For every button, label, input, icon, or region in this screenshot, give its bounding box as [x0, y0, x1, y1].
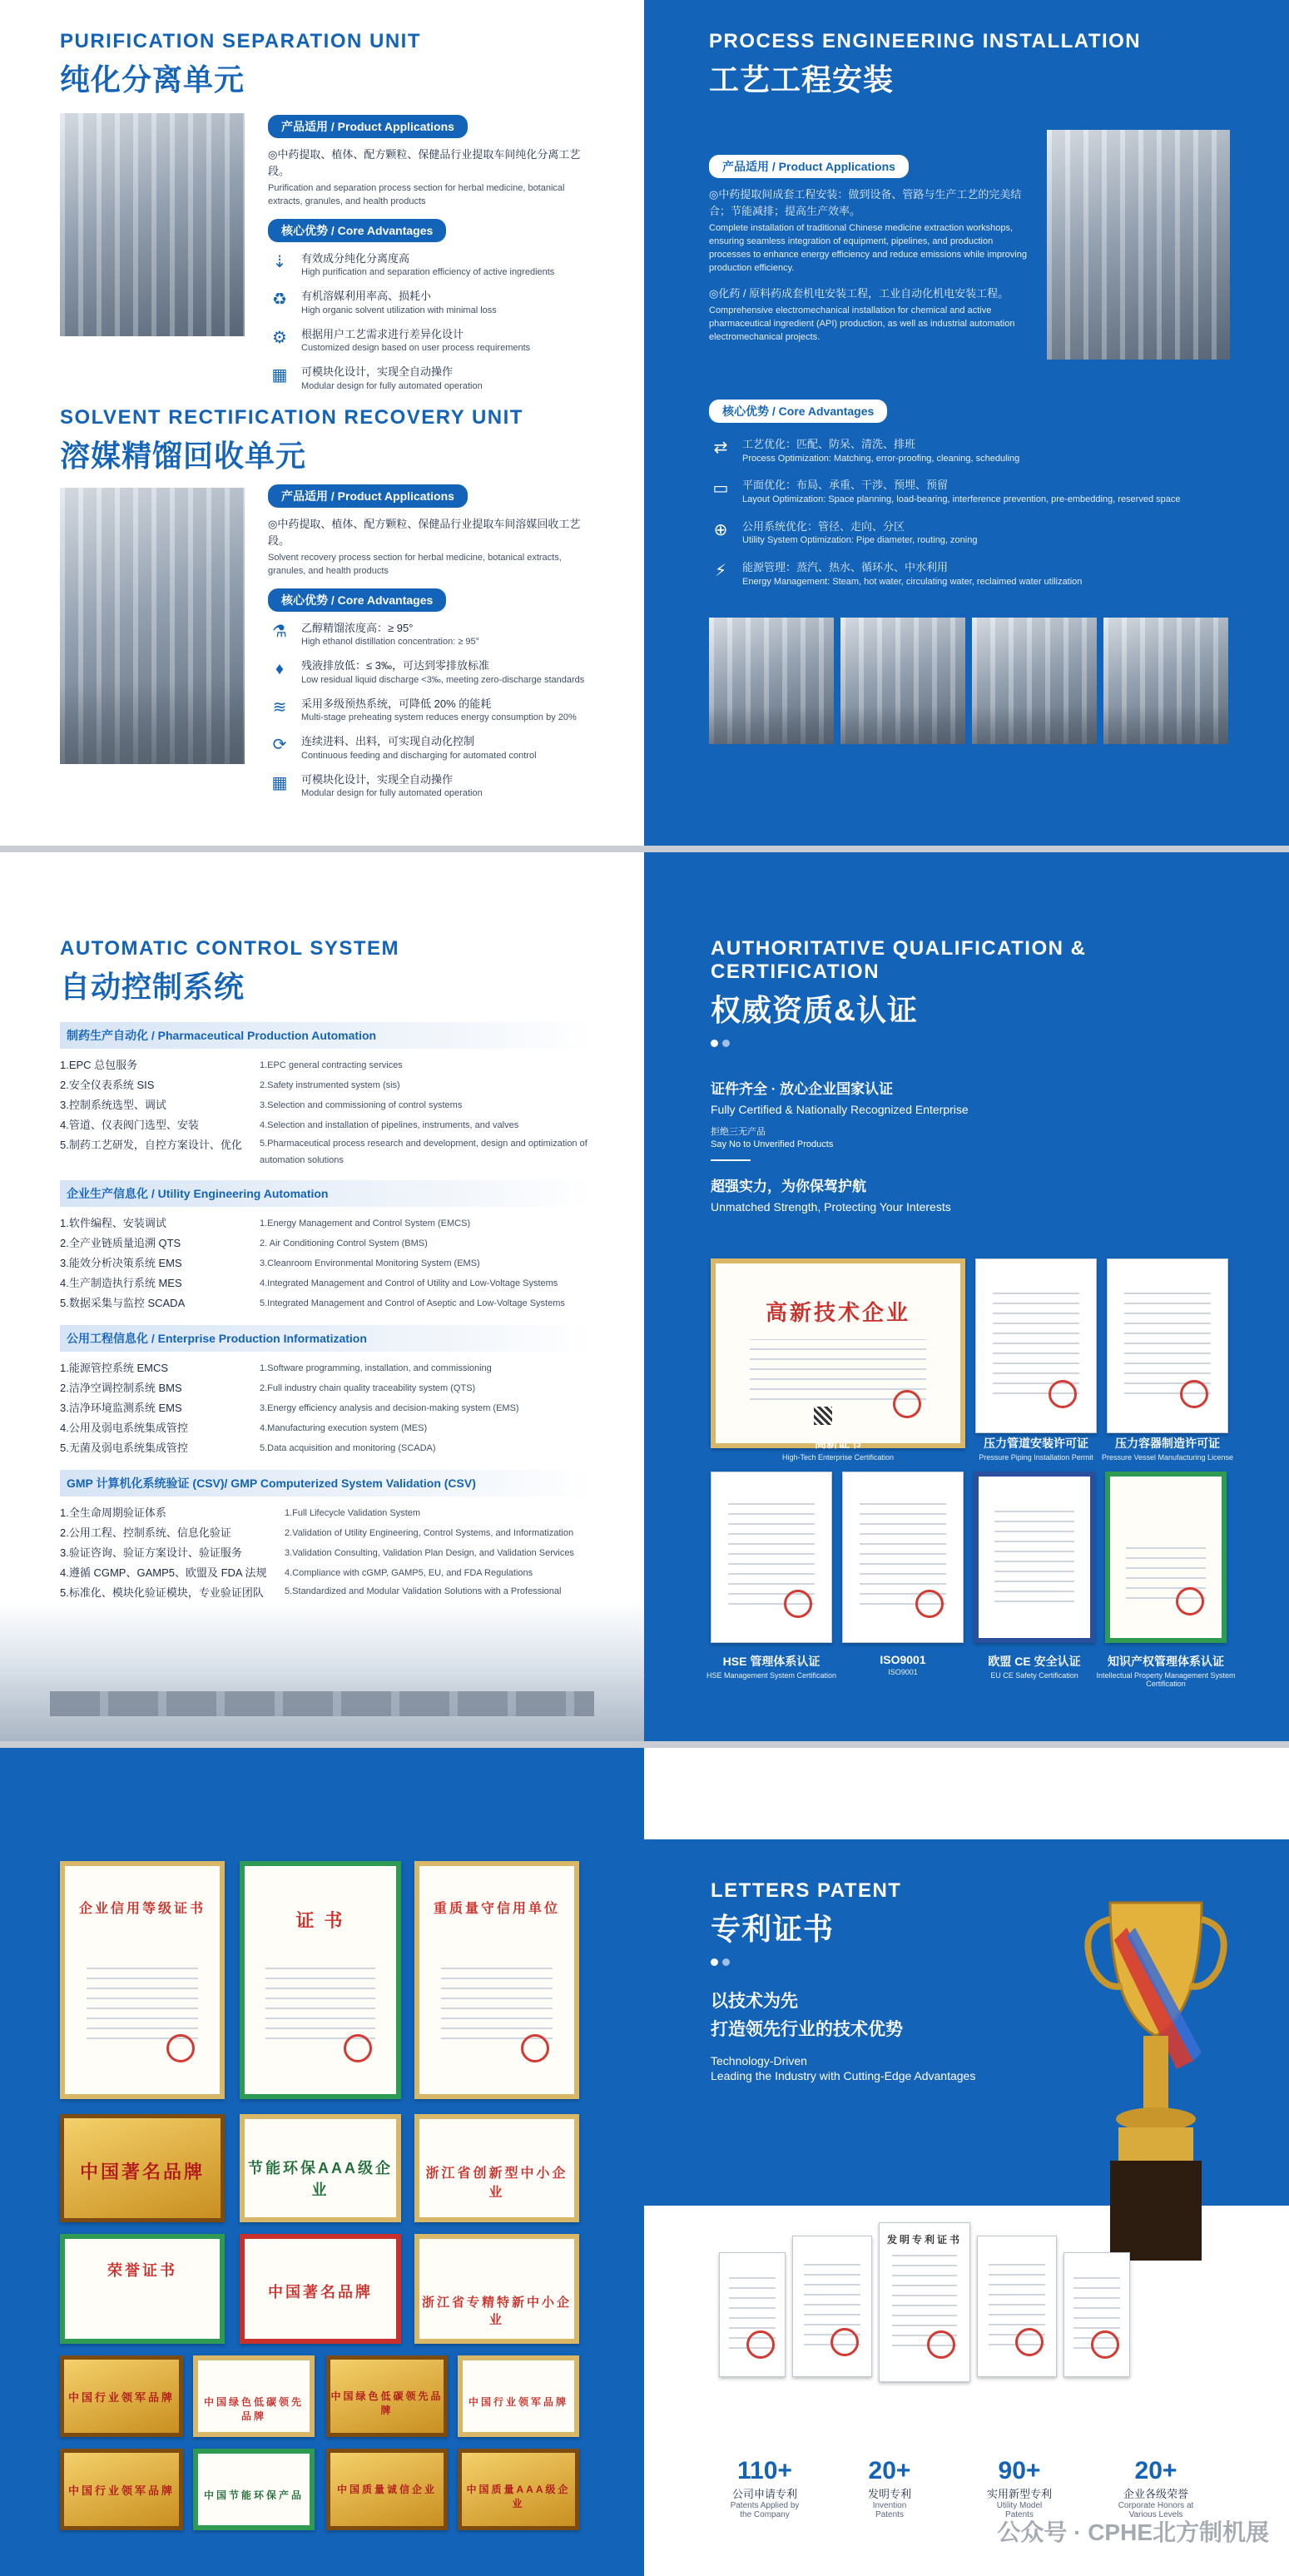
- divider: [711, 1159, 751, 1161]
- control-section-4: [60, 1470, 592, 1616]
- solvent-adv-2-zh: 残液排放低：≤ 3‰，可达到零排放标准: [301, 659, 489, 673]
- patent-slogan-en-1: Technology-Driven: [711, 2054, 807, 2067]
- process-apps-pill: 产品适用 / Product Applications: [709, 155, 909, 178]
- honor-r5-3-title: 中国质量诚信企业: [336, 2484, 437, 2496]
- stat-corporate-honors: [1093, 2457, 1218, 2519]
- honor-r3-2-title: 中国著名品牌: [268, 2284, 373, 2301]
- control-s3-en-2: 2.Full industry chain quality traceability system (QTS): [260, 1383, 476, 1393]
- honor-cert-r4-4: [458, 2355, 579, 2437]
- qualification-slogan1-zh2: 拒绝三无产品: [711, 1127, 766, 1137]
- control-s2-zh-1: 1.软件编程、安装调试: [60, 1217, 166, 1229]
- control-s2-en-3: 3.Cleanroom Environmental Monitoring System (EMS): [260, 1258, 480, 1268]
- honor-cert-r4-2: [193, 2355, 315, 2437]
- honor-plaque-r4-1: [60, 2355, 183, 2437]
- stat-patents-applied: [702, 2457, 827, 2519]
- control-s1-zh-1: 1.EPC 总包服务: [60, 1059, 138, 1071]
- control-s2-zh-4: 4.生产制造执行系统 MES: [60, 1277, 182, 1289]
- gear-icon: ⚙: [272, 328, 287, 347]
- honor-r2-2-title: 节能环保AAA级企业: [248, 2159, 393, 2198]
- honor-r3-3-title: 浙江省专精特新中小企业: [421, 2295, 572, 2327]
- honor-r4-3-title: 中国绿色低碳领先品牌: [330, 2390, 444, 2417]
- control-s4-en-5: 5.Standardized and Modular Validation Solutions with a Professional: [285, 1586, 562, 1596]
- process-piping-photo: [1047, 130, 1230, 360]
- ip-management-certificate: [1105, 1472, 1227, 1643]
- control-s1-en-2: 2.Safety instrumented system (sis): [260, 1080, 400, 1090]
- qualification-slogan1-zh: 证件齐全 · 放心企业国家认证: [711, 1081, 894, 1097]
- honor-plaque-r4-3: [326, 2355, 448, 2437]
- control-section-1-head: 制药生产自动化 / Pharmaceutical Production Automation: [60, 1022, 592, 1049]
- process-adv-3-zh: 公用系统优化：管径、走向、分区: [742, 519, 905, 533]
- control-s4-en-4: 4.Compliance with cGMP, GAMP5, EU, and FDA Regulations: [285, 1568, 533, 1578]
- honor-r2-1-title: 中国著名品牌: [79, 2162, 205, 2182]
- process-app2-en: Comprehensive electromechanical installation for chemical and active pharmaceutical ingredient (API) production, as well as industrial automation electromechanical projects.: [709, 305, 1015, 343]
- solvent-adv-3-zh: 采用多级预热系统，可降低 20% 的能耗: [301, 697, 492, 710]
- stat-invention-patents: [835, 2457, 944, 2519]
- patent-doc-title: 发明专利证书: [886, 2234, 962, 2246]
- control-s2-zh-5: 5.数据采集与监控 SCADA: [60, 1297, 186, 1309]
- control-s4-zh-3: 3.验证咨询、验证方案设计、验证服务: [60, 1546, 242, 1559]
- patent-doc-2: [792, 2236, 872, 2377]
- honor-r1-1-title: 企业信用等级证书: [78, 1902, 206, 1917]
- honor-cert-r3-1: [60, 2234, 225, 2344]
- stat-4-num: 20+: [1134, 2457, 1177, 2484]
- process-app1-zh: ◎中药提取间成套工程安装：做到设备、管路与生产工艺的完美结合；节能减排；提高生产效率。: [709, 188, 1022, 217]
- solvent-app-zh: ◎中药提取、植体、配方颗粒、保健品行业提取车间溶媒回收工艺段。: [268, 518, 581, 547]
- purification-panel: [0, 0, 644, 846]
- recycle-icon: ♻: [272, 290, 287, 310]
- cert-caption-vessel-zh: 压力容器制造许可证: [1115, 1437, 1220, 1450]
- control-s3-zh-2: 2.洁净空调控制系统 BMS: [60, 1382, 182, 1394]
- control-s4-zh-2: 2.公用工程、控制系统、信息化验证: [60, 1526, 231, 1539]
- honor-cert-r1-2: [240, 1861, 401, 2099]
- honor-r4-1-title: 中国行业领军品牌: [67, 2391, 175, 2405]
- cert-caption-ip-en: Intellectual Property Management System Certification: [1096, 1671, 1236, 1688]
- route-icon: ⇄: [713, 439, 728, 457]
- control-zh-title: 自动控制系统: [60, 970, 245, 1004]
- purification-en-title: PURIFICATION SEPARATION UNIT: [60, 30, 421, 52]
- solvent-adv-pill: 核心优势 / Core Advantages: [268, 588, 446, 612]
- purification-adv-4-en: Modular design for fully automated operation: [301, 380, 483, 391]
- stat-1-zh: 公司申请专利: [731, 2488, 797, 2500]
- stat-1-en-2: the Company: [740, 2510, 790, 2519]
- purification-adv-1-en: High purification and separation efficiency of active ingredients: [301, 267, 555, 278]
- patent-doc-3: [879, 2222, 970, 2382]
- control-s3-en-3: 3.Energy efficiency analysis and decision-making system (EMS): [260, 1403, 519, 1413]
- pressure-piping-permit: [975, 1258, 1097, 1433]
- process-adv-4-en: Energy Management: Steam, hot water, circulating water, reclaimed water utilization: [742, 576, 1083, 587]
- control-section-4-head: GMP 计算机化系统验证 (CSV)/ GMP Computerized System Validation (CSV): [60, 1470, 592, 1496]
- control-s1-zh-2: 2.安全仪表系统 SIS: [60, 1079, 155, 1091]
- honor-cert-r2-3: [414, 2114, 579, 2222]
- control-s4-en-1: 1.Full Lifecycle Validation System: [285, 1508, 421, 1518]
- honor-cert-r3-3: [414, 2234, 579, 2344]
- patent-panel: [644, 1748, 1289, 2576]
- cert-caption-hightech-en: High-Tech Enterprise Certification: [781, 1453, 895, 1462]
- control-s3-zh-5: 5.无菌及弱电系统集成管控: [60, 1442, 188, 1454]
- control-s2-en-5: 5.Integrated Management and Control of Aseptic and Low-Voltage Systems: [260, 1298, 565, 1308]
- cert-caption-hightech-zh: 高新证书: [815, 1437, 861, 1450]
- stat-2-zh: 发明专利: [867, 2488, 911, 2500]
- solvent-adv-4-en: Continuous feeding and discharging for automated control: [301, 750, 537, 761]
- qualification-zh-title: 权威资质&认证: [711, 993, 918, 1027]
- solvent-apps-pill: 产品适用 / Product Applications: [268, 484, 468, 508]
- control-s1-zh-4: 4.管道、仪表阀门选型、安装: [60, 1119, 199, 1131]
- honor-r5-1-title: 中国行业领军品牌: [67, 2484, 175, 2498]
- workshop-photo-4: [1103, 618, 1228, 744]
- solvent-adv-2-en: Low residual liquid discharge <3‰, meeting zero-discharge standards: [301, 674, 585, 685]
- solvent-adv-5-en: Modular design for fully automated operation: [301, 788, 483, 799]
- process-adv-4-zh: 能源管理：蒸汽、热水、循环水、中水利用: [742, 561, 949, 574]
- qualification-en-title-2: CERTIFICATION: [711, 960, 880, 983]
- control-room-photo: [0, 1601, 644, 1741]
- solvent-equipment-photo: [60, 488, 245, 764]
- control-s4-zh-4: 4.遵循 CGMP、GAMP5、欧盟及 FDA 法规: [60, 1566, 267, 1579]
- hightech-cert-title: 高新技术企业: [765, 1299, 910, 1325]
- stat-utility-patents: [957, 2457, 1082, 2519]
- layout-icon: ▭: [712, 479, 729, 499]
- honor-r5-2-title: 中国节能环保产品: [203, 2489, 304, 2502]
- pipe-icon: ⊕: [713, 520, 728, 539]
- qualification-slogan2-zh: 超强实力，为你保驾护航: [711, 1179, 866, 1194]
- control-s3-zh-1: 1.能源管控系统 EMCS: [60, 1362, 169, 1374]
- honor-cert-r1-3: [414, 1861, 579, 2099]
- process-panel: [644, 0, 1289, 846]
- cert-caption-ce-zh: 欧盟 CE 安全认证: [988, 1655, 1081, 1668]
- stat-4-zh: 企业各级荣誉: [1123, 2488, 1188, 2500]
- cert-caption-iso-en: ISO9001: [888, 1668, 918, 1676]
- patent-doc-4: [977, 2236, 1057, 2377]
- watermark: 公众号 · CPHE北方制机展: [997, 2519, 1269, 2545]
- purification-adv-2-en: High organic solvent utilization with minimal loss: [301, 305, 497, 315]
- process-adv-3-en: Utility System Optimization: Pipe diameter, routing, zoning: [742, 535, 978, 546]
- stat-3-en-2: Patents: [1005, 2510, 1034, 2519]
- qualification-slogan1-en: Fully Certified & Nationally Recognized Enterprise: [711, 1103, 969, 1116]
- iso9001-certificate: [842, 1472, 964, 1643]
- control-s1-en-1: 1.EPC general contracting services: [260, 1060, 403, 1070]
- process-adv-1-zh: 工艺优化：匹配、防呆、清洗、排班: [742, 438, 916, 450]
- cert-caption-piping-zh: 压力管道安装许可证: [984, 1437, 1088, 1450]
- control-s2-zh-3: 3.能效分析决策系统 EMS: [60, 1257, 182, 1269]
- patent-zh-title: 专利证书: [711, 1912, 835, 1946]
- hse-certificate: [711, 1472, 832, 1643]
- stat-2-num: 20+: [868, 2457, 911, 2484]
- solvent-adv-1-zh: 乙醇精馏浓度高：≥ 95°: [301, 621, 414, 634]
- process-adv-1-en: Process Optimization: Matching, error-proofing, cleaning, scheduling: [742, 453, 1020, 464]
- control-s4-zh-1: 1.全生命周期验证体系: [60, 1506, 166, 1519]
- honor-cert-r3-2: [240, 2234, 401, 2344]
- control-s3-zh-3: 3.洁净环境监测系统 EMS: [60, 1402, 182, 1414]
- honor-plaque-r2-1: [60, 2114, 225, 2222]
- stat-3-num: 90+: [998, 2457, 1041, 2484]
- control-s3-zh-4: 4.公用及弱电系统集成管控: [60, 1422, 188, 1434]
- control-s2-en-2: 2. Air Conditioning Control System (BMS): [260, 1238, 428, 1248]
- solvent-adv-1-en: High ethanol distillation concentration: ≥ 95°: [301, 637, 480, 648]
- stat-3-en-1: Utility Model: [996, 2501, 1043, 2510]
- workshop-photo-3: [972, 618, 1097, 744]
- honor-cert-r1-1: [60, 1861, 225, 2099]
- cert-caption-ce-en: EU CE Safety Certification: [990, 1671, 1078, 1680]
- honor-r2-3-title: 浙江省创新型中小企业: [425, 2166, 568, 2200]
- solvent-adv-3-en: Multi-stage preheating system reduces energy consumption by 20%: [301, 712, 577, 723]
- purification-app-en: Purification and separation process section for herbal medicine, botanical extracts, granules, and health products: [268, 183, 565, 206]
- solvent-adv-4-zh: 连续进料、出料，可实现自动化控制: [301, 735, 475, 748]
- honor-cert-r5-2: [193, 2449, 315, 2530]
- patent-slogan-en-2: Leading the Industry with Cutting-Edge Advantages: [711, 2069, 976, 2082]
- control-s3-en-1: 1.Software programming, installation, and commissioning: [260, 1363, 492, 1373]
- cert-caption-vessel-en: Pressure Vessel Manufacturing License: [1101, 1453, 1234, 1462]
- decor-dots: [711, 1040, 1086, 1047]
- purification-app-zh: ◎中药提取、植体、配方颗粒、保健品行业提取车间纯化分离工艺段。: [268, 148, 581, 177]
- honor-r1-2-title: 证 书: [295, 1910, 345, 1932]
- stat-4-en-1: Corporate Honors at: [1118, 2501, 1194, 2510]
- honor-plaque-r5-3: [326, 2449, 448, 2530]
- qualification-slogan1-en2: Say No to Unverified Products: [711, 1139, 834, 1149]
- patent-doc-1: [719, 2252, 786, 2377]
- stat-3-zh: 实用新型专利: [986, 2488, 1052, 2500]
- purification-adv-1-zh: 有效成分纯化分离度高: [301, 251, 410, 265]
- energy-icon: ⚡: [714, 562, 727, 581]
- heat-icon: ≋: [272, 697, 287, 717]
- process-app1-en: Complete installation of traditional Chinese medicine extraction workshops, ensuring seamless integration of equipment, pipelines, and production processes to enhance energy efficiency and reduce emissions while improving production efficiency.: [709, 223, 1027, 273]
- patent-doc-5: [1063, 2252, 1130, 2377]
- solvent-app-en: Solvent recovery process section for herbal medicine, botanical extracts, granules, and health products: [268, 553, 562, 576]
- filter-icon: ⇣: [272, 252, 287, 271]
- control-s4-zh-5: 5.标准化、模块化验证模块，专业验证团队: [60, 1586, 264, 1599]
- control-panel: [0, 852, 644, 1741]
- qualification-en-title-1: AUTHORITATIVE QUALIFICATION &: [711, 937, 1087, 960]
- purification-adv-3-zh: 根据用户工艺需求进行差异化设计: [301, 327, 464, 340]
- ce-certificate: [974, 1472, 1095, 1643]
- control-s3-en-5: 5.Data acquisition and monitoring (SCADA): [260, 1443, 436, 1453]
- patent-decor-dots: [711, 1958, 975, 1966]
- patent-en-title: LETTERS PATENT: [711, 1879, 902, 1902]
- honor-r4-2-title: 中国绿色低碳领先品牌: [203, 2396, 304, 2423]
- process-en-title: PROCESS ENGINEERING INSTALLATION: [709, 30, 1142, 52]
- cert-caption-hse-en: HSE Management System Certification: [706, 1671, 837, 1680]
- honor-r4-4-title: 中国行业领军品牌: [468, 2396, 568, 2409]
- control-section-3-head: 公用工程信息化 / Enterprise Production Informatization: [60, 1325, 592, 1352]
- control-s2-zh-2: 2.全产业链质量追溯 QTS: [60, 1237, 181, 1249]
- honor-r3-1-title: 荣誉证书: [107, 2262, 177, 2279]
- purification-adv-pill: 核心优势 / Core Advantages: [268, 219, 446, 242]
- solvent-zh-title: 溶媒精馏回收单元: [60, 439, 307, 473]
- cert-caption-hse-zh: HSE 管理体系认证: [722, 1655, 820, 1668]
- drop-icon: ♦: [275, 660, 285, 679]
- pressure-vessel-license: [1107, 1258, 1228, 1433]
- solvent-en-title: SOLVENT RECTIFICATION RECOVERY UNIT: [60, 406, 523, 429]
- process-app2-zh: ◎化药 / 原料药成套机电安装工程，工业自动化机电安装工程。: [709, 286, 1009, 300]
- control-s4-en-3: 3.Validation Consulting, Validation Plan Design, and Validation Services: [285, 1548, 574, 1558]
- stat-4-en-2: Various Levels: [1128, 2510, 1183, 2519]
- modules-icon: ▦: [271, 366, 288, 385]
- control-s1-zh-3: 3.控制系统选型、调试: [60, 1099, 166, 1111]
- control-section-2: [60, 1180, 592, 1313]
- control-s1-zh-5: 5.制药工艺研发，自控方案设计、优化: [60, 1139, 242, 1151]
- process-adv-pill: 核心优势 / Core Advantages: [709, 400, 887, 423]
- patent-slogan-zh-2: 打造领先行业的技术优势: [711, 2020, 903, 2039]
- qualification-slogan2-en: Unmatched Strength, Protecting Your Interests: [711, 1200, 951, 1214]
- process-adv-2-en: Layout Optimization: Space planning, load-bearing, interference prevention, pre-embedding, reserved space: [742, 494, 1181, 504]
- trophy-icon: [1077, 1894, 1235, 2277]
- honors-panel: [0, 1748, 644, 2576]
- workshop-photo-2: [840, 618, 965, 744]
- patent-slogan-zh-1: 以技术为先: [711, 1992, 798, 2011]
- honor-r1-3-title: 重质量守信用单位: [433, 1902, 560, 1917]
- stat-1-num: 110+: [737, 2457, 792, 2484]
- control-s2-en-1: 1.Energy Management and Control System (EMCS): [260, 1219, 471, 1228]
- cert-caption-ip-zh: 知识产权管理体系认证: [1108, 1655, 1224, 1668]
- control-s3-en-4: 4.Manufacturing execution system (MES): [260, 1423, 428, 1433]
- control-section-2-head: 企业生产信息化 / Utility Engineering Automation: [60, 1180, 592, 1207]
- honor-plaque-r5-1: [60, 2449, 183, 2530]
- purification-apps-pill: 产品适用 / Product Applications: [268, 115, 468, 138]
- purification-zh-title: 纯化分离单元: [60, 62, 245, 97]
- honor-r5-4-title: 中国质量AAA级企业: [466, 2484, 571, 2510]
- control-section-1: [60, 1022, 592, 1169]
- honor-cert-r2-2: [240, 2114, 401, 2222]
- purification-adv-3-en: Customized design based on user process requirements: [301, 343, 531, 354]
- honor-plaque-r5-4: [458, 2449, 579, 2530]
- control-s4-en-2: 2.Validation of Utility Engineering, Control Systems, and Informatization: [285, 1528, 574, 1538]
- stat-1-en-1: Patents Applied by: [730, 2501, 800, 2510]
- solvent-adv-5-zh: 可模块化设计，实现全自动操作: [301, 772, 454, 786]
- control-s2-en-4: 4.Integrated Management and Control of Utility and Low-Voltage Systems: [260, 1278, 558, 1288]
- stat-2-en-2: Patents: [875, 2510, 904, 2519]
- process-zh-title: 工艺工程安装: [709, 62, 895, 97]
- control-s1-en-3: 3.Selection and commissioning of control systems: [260, 1100, 463, 1110]
- workshop-photo-1: [709, 618, 834, 744]
- stat-2-en-1: Invention: [872, 2501, 907, 2510]
- modules-icon: ▦: [271, 773, 288, 792]
- process-adv-2-zh: 平面优化：布局、承重、干涉、预埋、预留: [742, 479, 949, 492]
- cert-caption-piping-en: Pressure Piping Installation Permit: [979, 1453, 1093, 1462]
- cycle-icon: ⟳: [272, 736, 287, 755]
- qualification-panel: [644, 852, 1289, 1741]
- control-section-3: [60, 1325, 592, 1458]
- hightech-certificate: [711, 1258, 965, 1448]
- control-s1-en-4: 4.Selection and installation of pipelines, instruments, and valves: [260, 1120, 519, 1130]
- flask-icon: ⚗: [272, 622, 287, 641]
- control-en-title: AUTOMATIC CONTROL SYSTEM: [60, 937, 399, 960]
- purification-equipment-photo: [60, 113, 245, 336]
- cert-caption-iso-zh: ISO9001: [880, 1653, 926, 1666]
- purification-adv-2-zh: 有机溶媒利用率高、损耗小: [301, 290, 432, 303]
- purification-adv-4-zh: 可模块化设计，实现全自动操作: [301, 365, 454, 379]
- control-s1-en-5: 5.Pharmaceutical process research and development, design and optimization of automation solutions: [260, 1139, 587, 1165]
